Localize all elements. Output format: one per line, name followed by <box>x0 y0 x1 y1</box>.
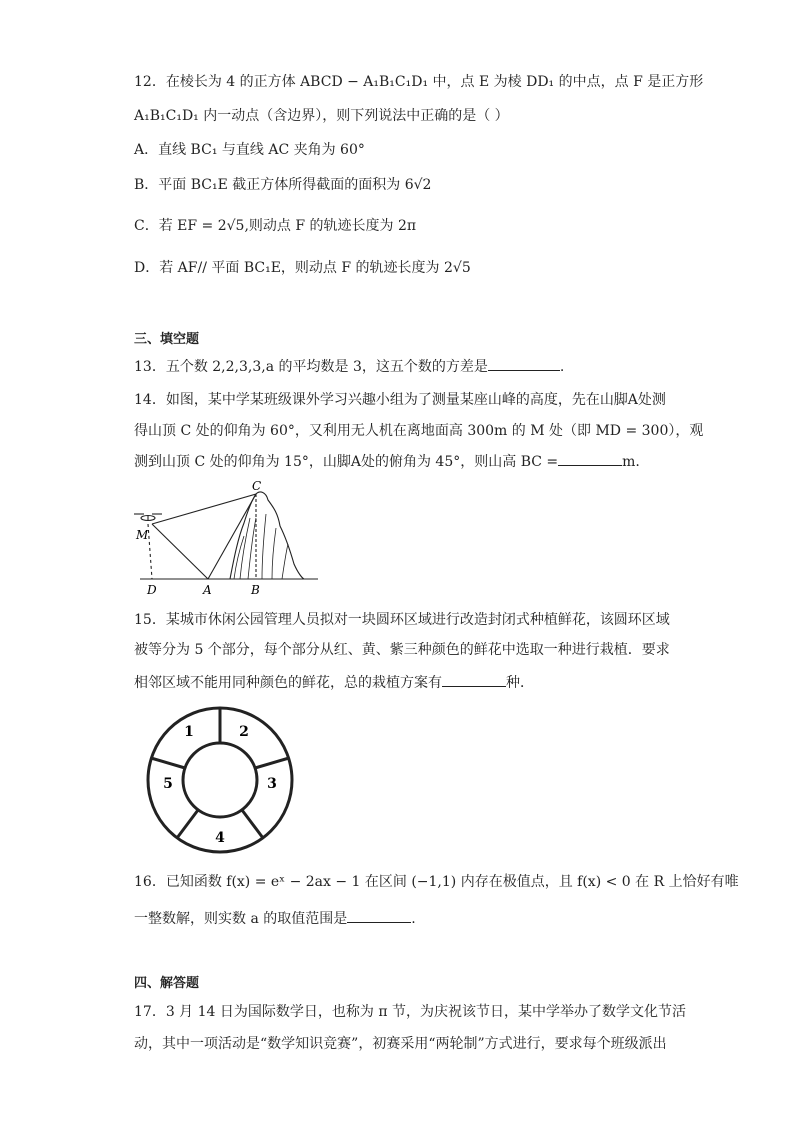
region-label-3: 3 <box>267 776 277 792</box>
region-label-2: 2 <box>239 724 249 740</box>
q14-mountain-figure <box>130 478 330 598</box>
region-label-4: 4 <box>215 830 225 846</box>
inner-circle <box>183 743 257 817</box>
label-M: M <box>136 528 149 542</box>
q14-answer-blank <box>558 451 622 466</box>
q12-stem-line1: 12．在棱长为 4 的正方体 ABCD − A₁B₁C₁D₁ 中，点 E 为棱 DD₁ 的中点，点 F 是正方形 <box>134 74 704 90</box>
q14-line3 <box>134 451 640 472</box>
label-A: A <box>203 583 212 597</box>
label-C: C <box>252 479 262 493</box>
q12-stem-line2: A₁B₁C₁D₁ 内一动点（含边界），则下列说法中正确的是（ ） <box>134 108 509 124</box>
q16-end: . <box>411 911 416 927</box>
section-title-solutions: 四、解答题 <box>134 976 200 991</box>
q16-line2 <box>134 908 416 929</box>
q12-option-b: B．平面 BC₁E 截正方体所得截面的面积为 6√2 <box>134 177 432 193</box>
q15-line3-stem: 相邻区域不能用同种颜色的鲜花，总的栽植方案有 <box>134 675 442 691</box>
q17-line1: 17．3 月 14 日为国际数学日，也称为 π 节，为庆祝该节日，某中学举办了数学文化节活 <box>134 1004 686 1020</box>
q14-line1: 14．如图，某中学某班级课外学习兴趣小组为了测量某座山峰的高度，先在山脚A处测 <box>134 392 666 408</box>
label-D: D <box>147 583 157 597</box>
line-MD <box>148 524 152 579</box>
q16-answer-blank <box>347 908 411 923</box>
q15-line3 <box>134 672 534 693</box>
q12-option-a: A．直线 BC₁ 与直线 AC 夹角为 60° <box>134 142 365 158</box>
region-label-1: 1 <box>184 724 194 740</box>
q14-line3-stem: 测到山顶 C 处的仰角为 15°，山脚A处的俯角为 45°，则山高 BC = <box>134 454 559 470</box>
q13-end: . <box>559 359 565 375</box>
region-label-5: 5 <box>163 776 173 792</box>
q15-end: 种． <box>506 675 534 691</box>
q17-line2: 动，其中一项活动是“数学知识竞赛”，初赛采用“两轮制”方式进行，要求每个班级派出 <box>134 1036 667 1052</box>
label-B: B <box>251 583 260 597</box>
q15-line2: 被等分为 5 个部分，每个部分从红、黄、紫三种颜色的鲜花中选取一种进行栽植．要求 <box>134 642 670 658</box>
divider-4 <box>177 810 198 838</box>
section-title-fill-in: 三、填空题 <box>134 332 200 347</box>
q13-stem: 13．五个数 2,2,3,3,a 的平均数是 3，这五个数的方差是 <box>134 359 488 375</box>
divider-5 <box>151 758 185 768</box>
q14-unit: m. <box>622 454 640 470</box>
drone-icon <box>134 514 162 521</box>
line-MC <box>152 494 256 524</box>
q15-ring-figure <box>140 700 300 860</box>
q16-line2-stem: 一整数解，则实数 a 的取值范围是 <box>134 911 348 927</box>
q16-line1: 16．已知函数 f(x) = eˣ − 2ax − 1 在区间 (−1,1) 内存在极值点，且 f(x) < 0 在 R 上恰好有唯 <box>134 874 739 890</box>
q12-option-d: D．若 AF// 平面 BC₁E，则动点 F 的轨迹长度为 2√5 <box>134 260 471 276</box>
q14-line2: 得山顶 C 处的仰角为 60°，又利用无人机在离地面高 300m 的 M 处（即 MD = 300），观 <box>134 423 704 439</box>
q15-line1: 15．某城市休闲公园管理人员拟对一块圆环区域进行改造封闭式种植鲜花，该圆环区域 <box>134 612 670 628</box>
line-MA <box>152 524 208 579</box>
q15-answer-blank <box>442 672 506 687</box>
q12-option-c: C．若 EF = 2√5,则动点 F 的轨迹长度为 2π <box>134 218 417 234</box>
q13-answer-blank <box>488 356 560 371</box>
q13-text <box>134 356 564 377</box>
divider-3 <box>242 810 263 838</box>
divider-2 <box>255 758 289 768</box>
